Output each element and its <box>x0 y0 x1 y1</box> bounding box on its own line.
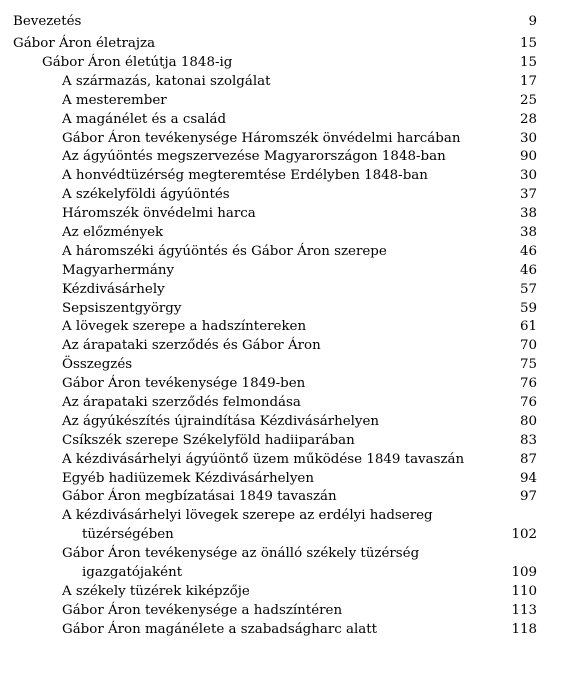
toc-entry <box>0 11 572 33</box>
toc-entry <box>0 621 572 640</box>
toc-entry-title: Gábor Áron magánélete a szabadságharc alatt <box>62 621 378 637</box>
toc-entry-page-number: 46 <box>519 262 537 278</box>
toc-entry <box>0 526 572 545</box>
toc-entry-page-number: 28 <box>519 111 537 127</box>
toc-entry <box>0 111 572 130</box>
toc-entry <box>0 432 572 451</box>
toc-entry-page-number: 61 <box>519 319 537 335</box>
toc-entry <box>0 281 572 300</box>
toc-entry-page-number: 110 <box>511 583 537 599</box>
toc-entry-title: A kézdivásárhelyi ágyúöntő üzem működése 1849 tavaszán <box>62 451 465 467</box>
toc-entry-title: A székelyföldi ágyúöntés <box>62 187 230 203</box>
toc-entry <box>0 356 572 375</box>
toc-entry <box>0 375 572 394</box>
toc-entry <box>0 318 572 337</box>
toc-entry-page-number: 38 <box>519 206 537 222</box>
toc-entry-title: igazgatójaként <box>82 565 183 581</box>
toc-entry <box>0 564 572 583</box>
toc-entry-title: Gábor Áron életútja 1848-ig <box>42 55 233 70</box>
toc-entry-page-number: 113 <box>511 602 537 618</box>
toc-entry <box>0 54 572 73</box>
toc-entry <box>0 92 572 111</box>
toc-entry-page-number: 109 <box>511 565 537 581</box>
toc-entry <box>0 167 572 186</box>
toc-entry-title: Gábor Áron tevékenysége 1849-ben <box>62 376 306 392</box>
toc-entry-page-number: 30 <box>519 168 537 184</box>
toc-entry <box>0 148 572 167</box>
toc-entry-title: Kézdivásárhely <box>62 281 165 297</box>
toc-entry <box>0 451 572 470</box>
toc-entry <box>0 300 572 319</box>
toc-entry-title: Sepsiszentgyörgy <box>62 300 182 316</box>
toc-entry-title: A származás, katonai szolgálat <box>62 73 271 89</box>
toc-entry-page-number: 76 <box>519 395 537 411</box>
toc-entry-page-number: 57 <box>519 281 537 297</box>
toc-entry-title: A magánélet és a család <box>62 111 227 127</box>
toc-entry-title: Háromszék önvédelmi harca <box>62 206 256 222</box>
toc-entry <box>0 73 572 92</box>
toc-entry-title: Az árapataki szerződés és Gábor Áron <box>62 338 321 354</box>
toc-entry-title: Az előzmények <box>62 225 164 241</box>
table-of-contents <box>0 11 572 640</box>
toc-entry-page-number: 46 <box>519 243 537 259</box>
toc-entry <box>0 507 572 526</box>
toc-entry-page-number: 59 <box>519 300 537 316</box>
toc-entry-title: Magyarhermány <box>62 262 175 278</box>
toc-entry <box>0 130 572 149</box>
toc-entry <box>0 602 572 621</box>
toc-entry-title: Az ágyúkészítés újraindítása Kézdivásárhelyen <box>62 413 380 429</box>
toc-entry-title: Gábor Áron tevékenysége a hadszíntéren <box>62 602 343 618</box>
toc-entry-page-number: 87 <box>519 451 537 467</box>
toc-entry-title: Az ágyúöntés megszervezése Magyarországon 1848-ban <box>62 149 446 165</box>
toc-entry-title: tüzérségében <box>82 527 174 543</box>
toc-entry-page-number: 70 <box>519 338 537 354</box>
toc-entry <box>0 394 572 413</box>
toc-entry-page-number: 9 <box>528 14 537 29</box>
toc-entry-page-number: 90 <box>519 149 537 165</box>
toc-entry-title: Csíkszék szerepe Székelyföld hadiiparában <box>62 432 355 448</box>
toc-entry-page-number: 118 <box>511 621 537 637</box>
toc-entry-title: Gábor Áron megbízatásai 1849 tavaszán <box>62 489 337 505</box>
toc-entry-title: A lövegek szerepe a hadszíntereken <box>62 319 307 335</box>
toc-entry-title: Az árapataki szerződés felmondása <box>62 395 301 411</box>
toc-entry-page-number: 25 <box>519 92 537 108</box>
toc-entry-title: A kézdivásárhelyi lövegek szerepe az erdélyi hadsereg <box>62 508 433 524</box>
toc-entry-page-number: 38 <box>519 225 537 241</box>
toc-entry-page-number: 76 <box>519 376 537 392</box>
toc-entry <box>0 583 572 602</box>
toc-entry-title: Egyéb hadiüzemek Kézdivásárhelyen <box>62 470 314 486</box>
toc-entry-page-number: 83 <box>519 432 537 448</box>
toc-entry-title: A honvédtüzérség megteremtése Erdélyben 1848-ban <box>62 168 428 184</box>
toc-entry <box>0 205 572 224</box>
toc-entry-title: Összegzés <box>62 357 133 373</box>
toc-entry <box>0 413 572 432</box>
toc-entry-page-number: 80 <box>519 413 537 429</box>
toc-entry-title: A mesterember <box>62 92 167 108</box>
toc-entry-title: Gábor Áron tevékenysége az önálló székely tüzérség <box>62 546 420 562</box>
toc-entry <box>0 224 572 243</box>
toc-entry-page-number: 30 <box>519 130 537 146</box>
toc-entry-title: A székely tüzérek kiképzője <box>62 583 250 599</box>
toc-entry-page-number: 75 <box>519 357 537 373</box>
toc-entry <box>0 470 572 489</box>
toc-entry <box>0 33 572 55</box>
toc-entry-page-number: 102 <box>511 527 537 543</box>
toc-entry <box>0 488 572 507</box>
toc-entry-page-number: 17 <box>519 73 537 89</box>
toc-entry-title: Gábor Áron tevékenysége Háromszék önvédelmi harcában <box>62 130 461 146</box>
toc-entry-page-number: 37 <box>519 187 537 203</box>
toc-entry-page-number: 15 <box>519 35 537 51</box>
toc-entry-page-number: 94 <box>519 470 537 486</box>
toc-entry <box>0 186 572 205</box>
toc-entry <box>0 545 572 564</box>
toc-entry <box>0 243 572 262</box>
toc-entry-title: A háromszéki ágyúöntés és Gábor Áron szerepe <box>62 243 387 259</box>
toc-entry-page-number: 97 <box>519 489 537 505</box>
toc-entry-title: Bevezetés <box>13 14 82 29</box>
toc-entry <box>0 337 572 356</box>
toc-entry-title: Gábor Áron életrajza <box>13 35 156 51</box>
toc-entry <box>0 262 572 281</box>
toc-entry-page-number: 15 <box>519 55 537 70</box>
